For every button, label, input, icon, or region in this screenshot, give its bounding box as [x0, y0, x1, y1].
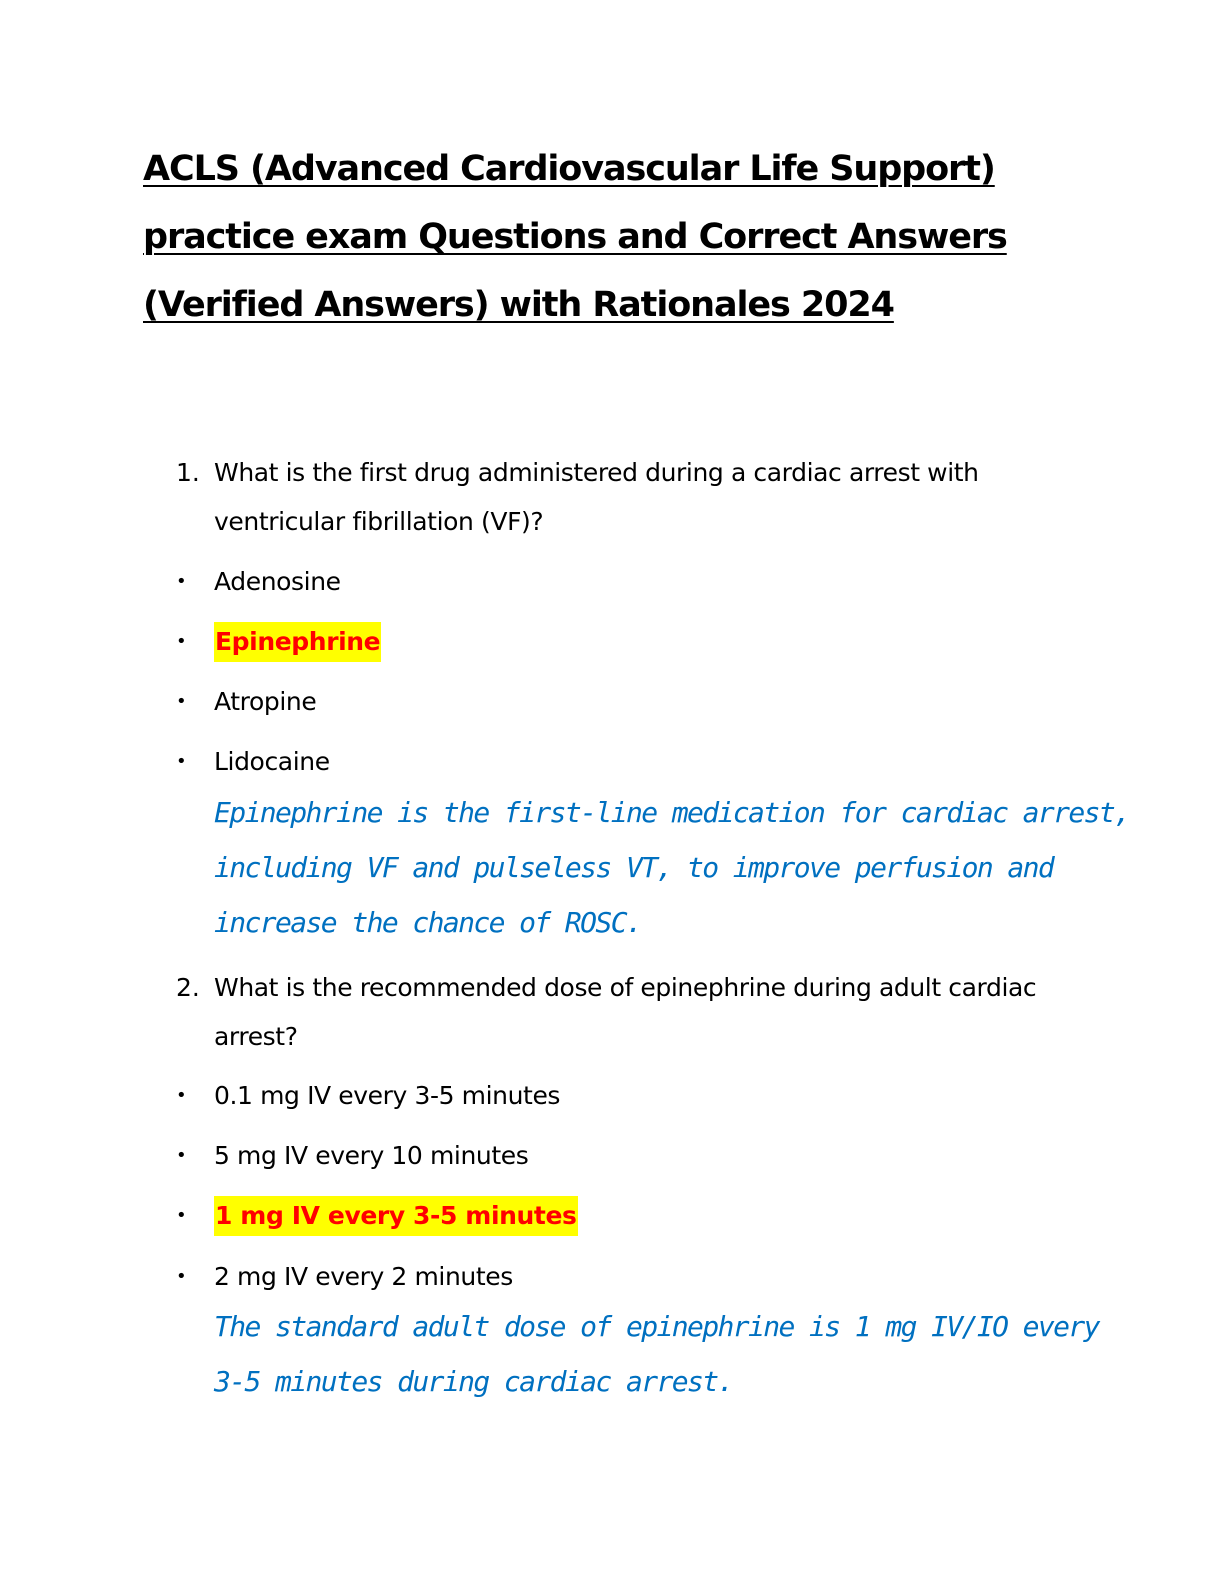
correct-answer-label: 1 mg IV every 3-5 minutes — [214, 1196, 578, 1236]
answer-option-label: Lidocaine — [214, 747, 330, 776]
question-text-line: arrest? — [214, 1022, 298, 1051]
bullet-icon: • — [176, 571, 187, 592]
question-text-line: ventricular fibrillation (VF)? — [214, 507, 544, 536]
question-text-line: What is the recommended dose of epinephrine during adult cardiac — [214, 973, 1037, 1002]
bullet-icon: • — [176, 631, 187, 652]
rationale-line: Epinephrine is the first-line medication for cardiac arrest, — [214, 796, 1130, 829]
answer-option-label: 0.1 mg IV every 3-5 minutes — [214, 1081, 561, 1110]
answer-option-label: Adenosine — [214, 567, 341, 596]
bullet-icon: • — [176, 1145, 187, 1166]
answer-option-correct — [0, 1196, 1224, 1236]
answer-option — [0, 1257, 1224, 1297]
question-number: 2. — [176, 973, 200, 1002]
bullet-icon: • — [176, 1085, 187, 1106]
rationale-text — [214, 1299, 1099, 1409]
answer-option — [0, 562, 1224, 602]
question-number: 1. — [176, 458, 200, 487]
answer-option-label: Atropine — [214, 687, 317, 716]
bullet-icon: • — [176, 751, 187, 772]
title-line: (Verified Answers) with Rationales 2024 — [143, 285, 894, 325]
bullet-icon: • — [176, 691, 187, 712]
rationale-text — [214, 785, 1130, 950]
question-text — [214, 963, 1094, 1061]
rationale-line: including VF and pulseless VT, to improve perfusion and — [214, 851, 1054, 884]
correct-answer-label: Epinephrine — [214, 622, 381, 662]
answer-option — [0, 1136, 1224, 1176]
answer-option-correct — [0, 622, 1224, 662]
answer-option — [0, 742, 1224, 782]
bullet-icon: • — [176, 1205, 187, 1226]
title-line: practice exam Questions and Correct Answers — [143, 217, 1007, 257]
answer-option — [0, 682, 1224, 722]
answer-option-label: 5 mg IV every 10 minutes — [214, 1141, 529, 1170]
answer-option — [0, 1076, 1224, 1116]
question-text — [214, 448, 1094, 546]
bullet-icon: • — [176, 1266, 187, 1287]
rationale-line: increase the chance of ROSC. — [214, 906, 642, 939]
answer-option-label: 2 mg IV every 2 minutes — [214, 1262, 513, 1291]
title-line: ACLS (Advanced Cardiovascular Life Support) — [143, 149, 995, 189]
rationale-line: 3-5 minutes during cardiac arrest. — [214, 1365, 733, 1398]
question-text-line: What is the first drug administered during a cardiac arrest with — [214, 458, 979, 487]
rationale-line: The standard adult dose of epinephrine is 1 mg IV/IO every — [214, 1310, 1099, 1343]
